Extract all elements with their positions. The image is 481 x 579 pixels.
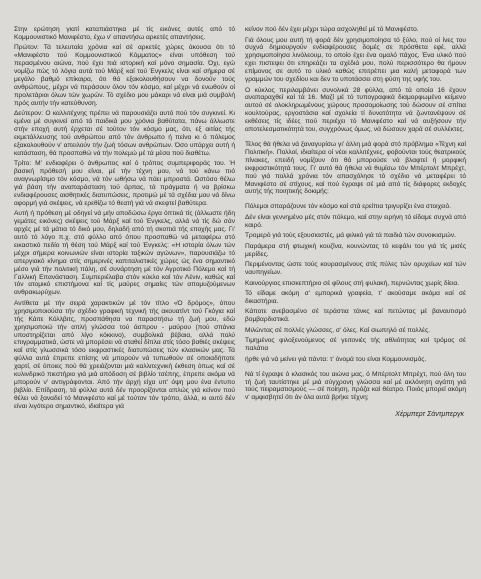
poem-line: Παράμερα στή φτωχική κουζίνα, κουνώντας τό κεφάλι του γιά τίς μισές μερίδες.	[245, 242, 466, 258]
paragraph: Τρίτο: Μ' ενδιαφέρει ό άνθρωπος καί ό τρόπος συμπεριφοράς του. Ή βασική πρόθεσή μου είναι, μέ τήν τέχνη μου, νά τού κάνω πιό αναγνωρίσιμο τόν κόσμο, νά τόν ωθήσω νά πάει μπροστά. Ωστόσο θέλω γιά βάση τήν αναπαράσταση τού άρπας, τά πράγματα ή να βρίσκω ενδιαφέρουσες αισθητικές διατυπώσεις, προτιμώ μέ τά σχέδια μου νά δίνω αφορμή γιά σκέψεις, νά ερεθίζω τό θεατή γιά νά σκεφτεί βαθύτερα.	[14, 160, 235, 207]
poem-line: Πόλεμοι σπαράζουνε τόν κόσμο καί στά ερείπια τριγυρίζει ένα στοιχειό.	[245, 203, 452, 211]
paragraph: Αντίθετα μέ τήν σειρά χαρακτικών μέ τόν τίτλο «Ό δρόμος», όπου χρησιμοποιούσα τήν σχέδιο γραφική τεχνική τής ακουατίντ τού Γκόγια καί τής Κάιτε Κόλλβιτς, προσπάθησα να παραστήσω τή ζωή μου, εδώ χρησιμοποιώ τήν απλή γλώσσα τού άσπρου - μαύρου (πού σπάνια υποστηρίζεται από λίγο κόκκινο), συμβολικά βέβαια, αλλά πολύ επιγραμματικά, ώστε νά μπορέσει νά σταθεί δίπλα στίς τόσο βαθιές σκέψεις καί στίς γλωσσικά τόσο εκφραστικές διατυπώσεις τών κλασικών μας. Τά φύλλα αυτά έπρεπε επίσης νά μπορούν νά τυπωθούν σέ οποιαδήποτε χαρτί, σέ όποιες πού θά χρειάζονται μιά καλλιτεχνική έκθεση όπως καί σέ κυλινδρικό πιεστήριο γιά μιά απόδοση σέ βιβλίο τσέπης, έπρεπε ακόμα νά μπορούν ν' αντιγράφονται. Από τήν άρχή είχα υπ' όψη μου ένα έντυπο βιβλίο. Επίδραση, τά φύλλα αυτά δέν προορίζονται απλώς γιά κείνον πού θέλει νά ξαναδεί τό Μανιφέστο καί μέ τούτον τόν τρόπο, άλλά, κι αυτό δέν είναι λιγότερο σημαντικό, ιδιαίτερα γιά	[14, 299, 235, 410]
paragraph: Τέλος θά ήθελα νά ξαναγυρίσω γι' άλλη μιά φορά στό πρόβλημα «Τέχνη καί Πολιτική». Πολλοί, ιδιαίτερα οί νέοι καλλιτέχνες, φοβούνται τούς θεατρικούς πίνακες, επειδή νομίζουν ότι θά μπορούσε νά βλαφτεί ή μορφική εκφραστικότητά τους. Γι' αυτό θά ήθελα νά θυμίσω τόν Μπέρτολτ Μπρέχτ, πού γιά πολλά χρόνια τόν απασχόλησε τό σχέδιο νά μεταφέρει τό Μανιφέστο σέ στίχους, καί πού έγραψε σέ μιά από τίς διάφορες εκδοχές αυτής τής ποιητικής δοκιμής:	[245, 140, 466, 196]
poem-line: Τιμημένος φιλοξενούμενος σέ γειτονιές τής αθλιότητας καί τρόμος σέ παλάτια	[245, 337, 466, 353]
left-column	[14, 26, 235, 420]
poem-line: Τό είδαμε ακόμη σ' εμπορικά γραφεία, τ' ακούσαμε ακόμα καί σέ δικαστήρια.	[245, 290, 466, 305]
poem-line: Περιμένοντας ώστε τούς κουρασμένους στίς πύλες τών ορυχείων καί τών ναυπηγείων.	[245, 261, 466, 277]
paragraph: Στην ερώτηση γιατί καταπιάστηκα μέ τίς εικόνες αυτές από τό Κομμουνιστικό Μανιφέστο, έχω ν' απαντήσω αρκετές απαντήσεις.	[14, 26, 235, 41]
paragraph: Ο κύκλος περιλαμβάνει συνολικά 28 φύλλα, από τά οποία 16 έχουν αναπαραχθεί καί τά 16. Μαζί μέ τό τυπογραφικά διαμορφωμένο κείμενο αυτού σέ ολοκληρωμένους χώρους προσομοίωσης τού δώσουν σέ σπίτια κουλτούρας, εργοστάσια καί σχολεία τί δυνατότητα νά ζωντανέψουν σέ εκθέσεις τίς ιδέες πού περιέχει τό Μανιφέστο καί νά αυξήσουν τήν αποτελεσματικότητά του, συγχρόνως όμως, νά δώσουν χαρά σέ συλλέκτες.	[245, 86, 466, 134]
paragraph: Νά τί έγραψε ό κλασικός του αιώνα μας, ό Μπέρτολτ Μπρέχτ, πού όλη του τή ζωή ταυτίστηκε μέ μιά σύγχρονη γλώσσα καί μέ ακλόνητη αγάπη γιά τούς πειραματισμούς — σέ ποίηση, πρόζα καί θέατρο. Ποιός μπορεί ακόμη ν' αμφισβητεί ότι άν όλα αυτά βρήκε τέχνη;	[245, 370, 466, 402]
poem-line: Καινούργιος επισκεπτήριο σέ φίλους στή φυλακή, περνώντας χωρίς δίεια.	[245, 279, 460, 287]
poem-line: Κάποτε ανεβασμένο σέ τεράστια τάνκς καί πετώντας μέ βαναυτισμό βομβαρδιστικά.	[245, 308, 466, 324]
author-signature: Χέρμπερτ Σάντμπεργκ	[395, 411, 464, 419]
paragraph: Γιά όλους μου αυτή τή φορά δέν χρησιμοποίησα τό ξύλο, πού οί ίνες του συχνά δημιουργούν ενδιαφέρουσες δομές σε πρόσθετα εφέ, αλλά χρησιμοποίησα λινόλεουμ, το οποίο έχει ένα ομαλό πάχος. Ένα υλικό πού εχει πιστεψει ότι επηρεάζει τα σχέδιά μου, πολύ περισσότερο θα ήμουν επίμονος σε αυτό το υλικό καθώς επιτρέπει μια καλή μεταφορά των γραμμών του σχεδίου και δεν το υποτάσσει στη φύση της υφής του.	[245, 36, 466, 84]
paragraph: κείνον πού δέν έχει μέχρι τώρα ασχοληθεί μέ τό Μανιφέστο.	[245, 26, 419, 33]
paragraph: Δεύτερον: Ο καλλιτέχνης πρέπει νά παρουσιάζει αυτό πού τόν συγκινεί. Κι εμένα μέ συγκινεί από τά παιδικά μου χρόνια βαθύτατα, πάνω άλλωστε στήν εποχή αυτή έρχεται σέ τούτον τόν κόσμο μας, ότι, εξ αιτίας τής εκμετάλλευσης τού ανθρώπου από τόν άνθρωπο ή πείνα κι ό πόλεμος εξακολουθούν ν' απειλούν τήν ζωή τόσων ανθρώπων. Όσο υπάρχει αυτή ή κατάσταση, θά προσπαθώ νά τήν πολεμώ μέ τά μέσα πού διαθέτω.	[14, 110, 235, 157]
poem-line: ήρθε γιά νά μείνει γιά πάντα: τ' όνομά του είναι Κομμουνισμός.	[245, 355, 427, 363]
poem-line: Δέν είναι γεννημένο μές στόν πόλεμο, καί στην ειρήνη τό είδαμε συχνά από καιρό.	[245, 213, 466, 229]
right-column	[245, 26, 466, 420]
paragraph: Πρώτον: Τά τελευταία χρόνια καί σέ αρκετές χώρες άκουσα ότι τό «Μανιφέστο τού Κομμουνιστικού Κόμματος» είναι υπόθεση τού περασμένου αιώνα, πού έχει πιά ιστορική καί μόνο σημασία. Όχι, εγώ νομίζω πώς τό λόγια αυτά τού Μάρξ καί τού Ένγκελς είναι καί σήμερα σέ μεγάλο βαθμό επίκαιρα, ότι θά εξακολουθήσουν να δονούν τούς ανθρώπους, μέχρι νά περάσουν όλον τόν κόσμο, καί μέχρι νά ενωθούν οί προλετάριοι όλων τών χωρών. Τό σχέδιο μου μάκαρι νά είναι μιά συμβολή πρός αυτήν τήν κατεύθυνση.	[14, 44, 235, 107]
paragraph: Αυτή ή πρόθεση μέ οδηγεί νά μήν αποδώσω έργα όπτικά τίς (άλλωστε ήδη γεμάτες εικόνες) σκέψεις τού Μάρξ καί τού Ένγκελς, αλλά νά τίς δώ σάν αρχές μέ τά μάτια τό δικό μου, δηλαδή από τή σκοπιά τής εποχής μας. Γι' αυτό τό λόγο π.χ. στό φύλλο από όπου προσπαθώ νά μεταφέρω στό εικαστικό πεδίο τή θέση τού Μάρξ καί τού Ένγκελς: «Η ιστορία όλων τών μέχρι σήμερα κοινωνιών είναι ιστορία ταξικών αγώνων», παρουσιάζω τό απεργιακό κίνημα στίς σημερινές καπιταλιστικές χώρες ώς ένα σημαντικό μέσο γιά τήν πολιτική πάλη, σέ συνάρτηση μέ τόν Αγροτικό Πόλεμο καί τή Γαλλική Επανάσταση. Συμπεριέλαβα στόν κύκλο καί τόν Λένιν, καθώς καί τόν ατομικό επιστήμονα καί τίς μαύρες σημαίες τών απομυζούμενων ανθρακωρύχων.	[14, 210, 235, 297]
poem-line: Μιλώντας σέ πολλές γλώσσες, σ' όλες. Καί σιωπηλό σέ πολλές.	[245, 326, 430, 334]
poem-line: Τρομερό γιά τούς εξουσιαστές, μά φιλικό γιά τά παιδιά τών συνοικισμών.	[245, 232, 456, 240]
